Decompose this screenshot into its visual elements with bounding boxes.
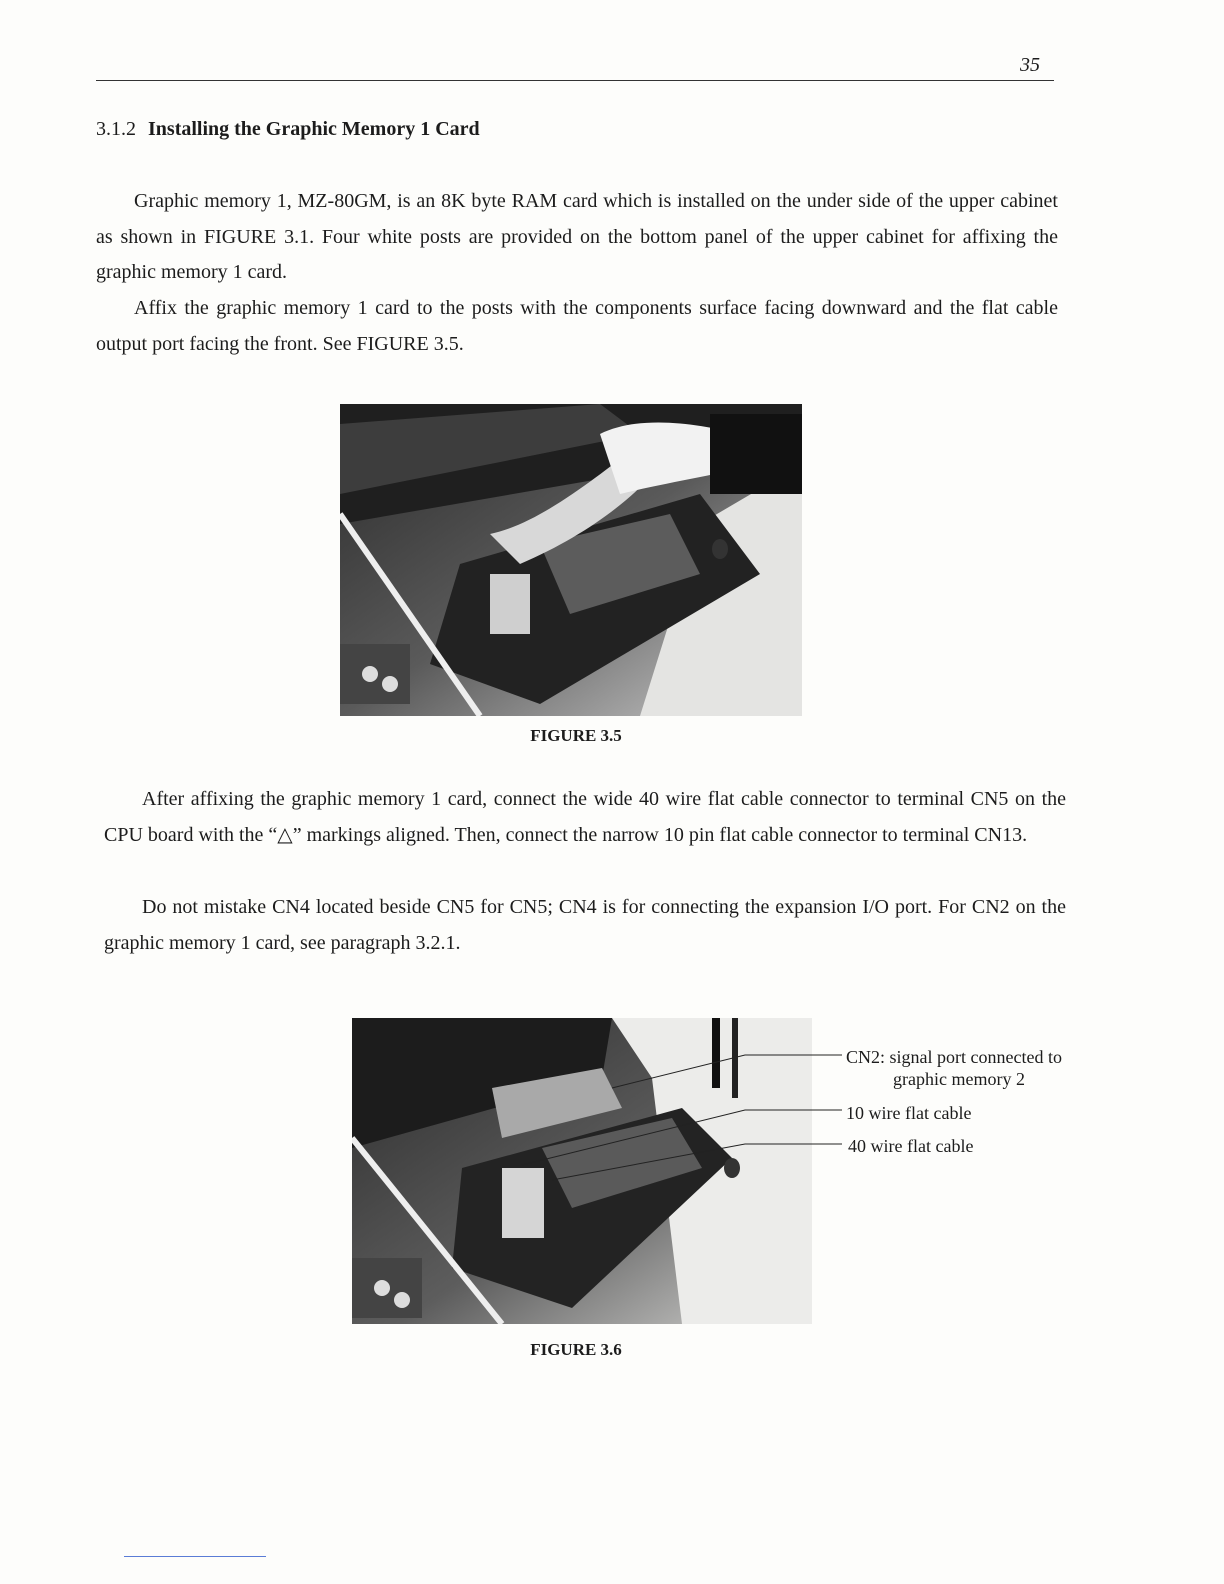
wire10-leader-line — [522, 1110, 842, 1165]
paragraph-3: After affixing the graphic memory 1 card, connect the wide 40 wire flat cable connector to terminal CN5 on the CPU board with the “△” markings aligned. Then, connect the narrow 10 pin flat cable connector to terminal CN13. — [104, 788, 1066, 846]
wire40-leader-line — [552, 1144, 842, 1180]
page-number: 35 — [1020, 54, 1040, 76]
cn2-leader-line — [612, 1055, 842, 1088]
paragraph-1: Graphic memory 1, MZ-80GM, is an 8K byte RAM card which is installed on the under side of the upper cabinet as shown in FIGURE 3.1. Four white posts are provided on the bottom panel of the upper cabinet for affixing the graphic memory 1 card. — [96, 190, 1058, 283]
footer-rule — [124, 1556, 266, 1557]
paragraph-4: Do not mistake CN4 located beside CN5 for CN5; CN4 is for connecting the expansion I/O port. For CN2 on the graphic memory 1 card, see paragraph 3.2.1. — [104, 896, 1066, 954]
section-number: 3.1.2 — [96, 118, 136, 140]
section-title: Installing the Graphic Memory 1 Card — [148, 118, 480, 140]
callout-40-wire: 40 wire flat cable — [848, 1136, 974, 1156]
paragraph-2: Affix the graphic memory 1 card to the posts with the components surface facing downward and the flat cable output port facing the front. See FIGURE 3.5. — [96, 297, 1058, 355]
callout-cn2-line2: graphic memory 2 — [893, 1069, 1025, 1089]
figure-3-5-caption: FIGURE 3.5 — [530, 726, 622, 745]
figure-3-6-caption: FIGURE 3.6 — [530, 1340, 622, 1359]
callout-10-wire: 10 wire flat cable — [846, 1103, 972, 1123]
callout-cn2-line1: CN2: signal port connected to — [846, 1047, 1062, 1067]
